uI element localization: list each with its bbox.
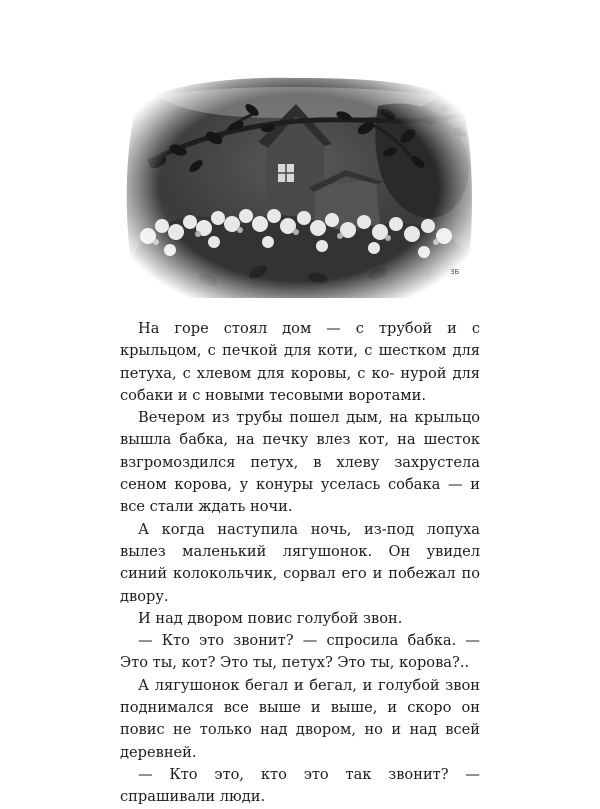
- paragraph: [120, 407, 480, 518]
- story-text: [120, 318, 480, 809]
- paragraph: [120, 608, 480, 630]
- text-line: — Кто это, кто это так звонит? — спрашивали люди.: [120, 765, 480, 806]
- text-line: побежал по двору.: [120, 565, 481, 605]
- text-line: — Кто это звонит? — спросила бабка. — Это ты, кот?: [120, 632, 480, 672]
- text-line: все выше и выше, и скоро он повис не только над двором,: [120, 699, 480, 739]
- paragraph: [120, 519, 480, 608]
- text-line: И над двором повис голубой звон.: [138, 609, 403, 627]
- text-line: лягушонок. Он увидел синий колокольчик, сорвал его и: [120, 542, 481, 583]
- paragraph: [120, 318, 480, 407]
- text-line: для коти, с шестком для петуха, с хлевом для коровы, с ко-: [120, 342, 480, 382]
- text-line: нурой для собаки и с новыми тесовыми воротами.: [120, 364, 480, 404]
- text-line: на печку влез кот, на шесток взгромоздился петух, в хлеву: [120, 431, 480, 471]
- paragraph: [120, 764, 480, 809]
- artist-signature: ЗБ: [450, 268, 460, 276]
- illustration: [118, 66, 480, 309]
- text-line: Вечером из трубы пошел дым, на крыльцо вышла бабка,: [120, 409, 480, 449]
- text-line: На горе стоял дом — с трубой и с крыльцом, с печкой: [120, 320, 480, 360]
- paragraph: [120, 675, 480, 764]
- text-line: Это ты, петух? Это ты, корова?..: [220, 654, 470, 672]
- text-line: А когда наступила ночь, из-под лопуха вылез маленький: [120, 520, 480, 560]
- text-line: А лягушонок бегал и бегал, и голубой звон поднимался: [120, 676, 480, 717]
- text-line: но и над всей деревней.: [120, 721, 480, 761]
- house-illustration-icon: [118, 66, 480, 309]
- text-line: стали ждать ночи.: [149, 498, 293, 516]
- text-line: захрустела сеном корова, у конуры уселась собака — и все: [120, 453, 480, 516]
- paragraph: [120, 630, 480, 675]
